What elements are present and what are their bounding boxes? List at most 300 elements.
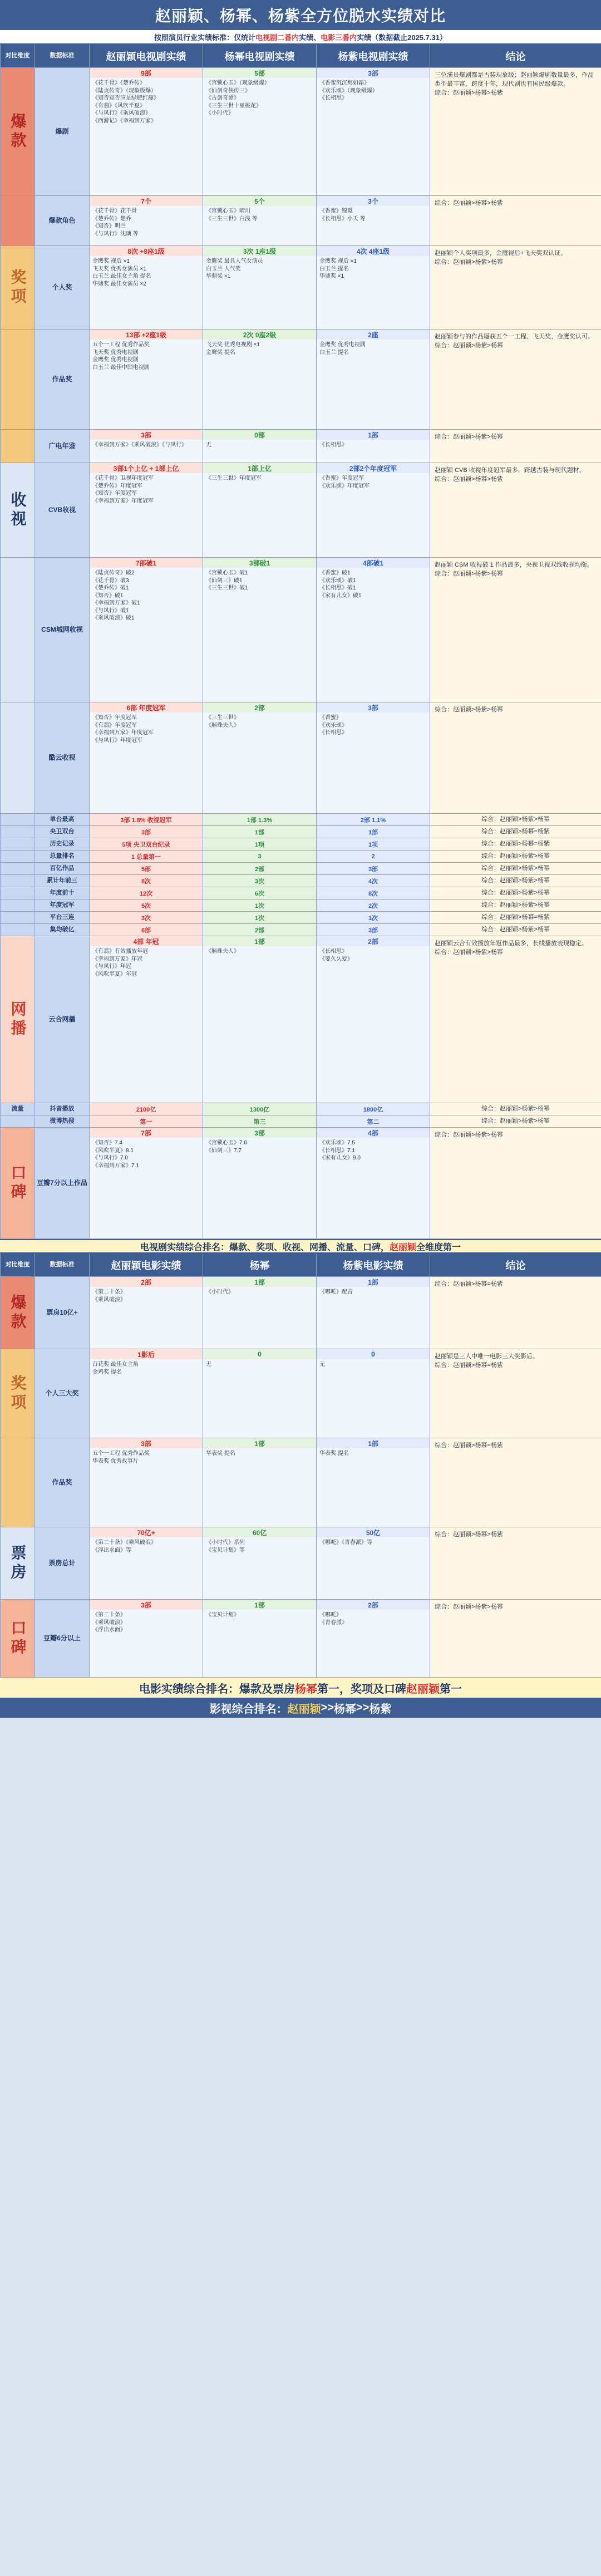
- stat-zly: 3部 1.8% 收视冠军: [90, 814, 203, 826]
- body-ym: 《小时代》系列 《宝贝计划》等: [203, 1537, 316, 1599]
- row-label: 广电年鉴: [35, 430, 90, 463]
- stat-conclusion: 综合：赵丽颖>杨紫>杨幂: [430, 1115, 601, 1128]
- stat-conclusion: 综合：赵丽颖>杨紫>杨幂: [430, 814, 601, 826]
- stat-dim-blank: [1, 887, 35, 899]
- stat-ym: 2部: [203, 924, 317, 936]
- row-label: 云合网播: [35, 936, 90, 1103]
- tv-summary-suffix: 全维度第一: [416, 1242, 461, 1252]
- cell-ym: [203, 1277, 317, 1349]
- row-label: 个人奖: [35, 246, 90, 330]
- head-ym: 3次 1座1级: [203, 246, 316, 256]
- category-label: 口碑: [1, 1128, 35, 1239]
- cell-yz: [317, 68, 430, 196]
- stat-row: [0, 912, 601, 924]
- cell-yz: [317, 558, 430, 702]
- head-zly: 70亿+: [90, 1527, 203, 1537]
- page-title: 赵丽颖、杨幂、杨紫全方位脱水实绩对比: [0, 0, 601, 30]
- conclusion: 赵丽颖个人奖项最多，金鹰视后+飞天奖双认证。 综合：赵丽颖>杨紫>杨幂: [430, 246, 601, 330]
- head-zly: 2部: [90, 1277, 203, 1287]
- final-sep1: >>: [321, 1701, 334, 1714]
- head-yz: 2部2个年度冠军: [317, 463, 430, 473]
- stat-ym: 第三: [203, 1115, 317, 1128]
- cell-zly: [90, 1527, 203, 1600]
- body-ym: 《斛珠夫人》: [203, 946, 316, 1103]
- film-header-row: [0, 1253, 601, 1277]
- film-summary: [0, 1678, 601, 1698]
- cell-ym: [203, 330, 317, 430]
- conclusion: 三位演员爆剧都是古装现象级；赵丽颖爆剧数量最多，作品类型最丰富，跨度十年，现代剧也有国民级爆款。 综合：赵丽颖>杨幂>杨紫: [430, 68, 601, 196]
- body-yz: 《欢乐颂》7.5 《长相思》7.1 《家有儿女》9.0: [317, 1138, 430, 1238]
- cell-ym: [203, 1600, 317, 1678]
- row-label: 作品奖: [35, 330, 90, 430]
- subtitle-highlight-film: 电影三番内: [321, 33, 357, 42]
- section-row: [0, 702, 601, 814]
- cell-yz: [317, 246, 430, 330]
- cell-ym: [203, 196, 317, 246]
- row-label: CVB收视: [35, 463, 90, 558]
- tv-stats-broadcast: [0, 814, 601, 851]
- head-zly: 1影后: [90, 1349, 203, 1359]
- header-ym: 杨幂电视剧实绩: [203, 45, 317, 68]
- stat-row: [0, 887, 601, 899]
- body-yz: 《哪吒》《青春派》等: [317, 1537, 430, 1599]
- cell-ym: [203, 1527, 317, 1600]
- section-row: [0, 246, 601, 330]
- body-yz: 《香蜜》 《欢乐颂》 《长相思》: [317, 712, 430, 813]
- stat-zly: 1 总量第一: [90, 851, 203, 863]
- cell-yz: [317, 330, 430, 430]
- head-yz: 3部: [317, 68, 430, 78]
- head-ym: 3部破1: [203, 558, 316, 568]
- body-ym: 《小时代》: [203, 1287, 316, 1349]
- film-summary-suffix: 第一: [440, 1683, 462, 1695]
- stat-row: [0, 875, 601, 887]
- row-label: CSM城网收视: [35, 558, 90, 702]
- stat-label: 平台三连: [35, 912, 90, 924]
- section-row: [0, 1600, 601, 1678]
- conclusion: 赵丽颖 CVB 收视年度冠军最多，跨越古装与现代题材。 综合：赵丽颖>杨幂>杨紫: [430, 463, 601, 558]
- stat-yz: 1项: [317, 838, 430, 851]
- stat-zly: 8次: [90, 875, 203, 887]
- stat-yz: 4次: [317, 875, 430, 887]
- section-row: [0, 68, 601, 196]
- stat-row: [0, 838, 601, 851]
- film-header-zly: 赵丽颖电影实绩: [90, 1253, 203, 1277]
- cell-yz: [317, 1527, 430, 1600]
- film-header-dimension: 对比维度: [1, 1253, 35, 1277]
- body-zly: 五个一工程 优秀作品奖 华表奖 优秀故事片: [90, 1448, 203, 1527]
- stat-row: [0, 863, 601, 875]
- cell-ym: [203, 68, 317, 196]
- stat-row: [0, 924, 601, 936]
- head-yz: 4部: [317, 1128, 430, 1138]
- cell-ym: [203, 463, 317, 558]
- stat-label: 百亿作品: [35, 863, 90, 875]
- cell-zly: [90, 463, 203, 558]
- conclusion: 赵丽颖是三人中唯一电影三大奖影后。 综合：赵丽颖>杨幂=杨紫: [430, 1349, 601, 1438]
- section-row: [0, 1527, 601, 1600]
- stat-ym: 1次: [203, 899, 317, 912]
- cell-zly: [90, 558, 203, 702]
- stat-ym: 1次: [203, 912, 317, 924]
- head-yz: 2部: [317, 1600, 430, 1610]
- flow-row: [0, 1115, 601, 1128]
- flow-row: [0, 1103, 601, 1115]
- body-yz: 《香蜜沉沉烬如霜》 《欢乐颂》（现象级爆） 《长相思》: [317, 78, 430, 195]
- section-row: [0, 558, 601, 702]
- cell-ym: [203, 1128, 317, 1239]
- body-ym: 飞天奖 优秀电视剧 ×1 金鹰奖 提名: [203, 340, 316, 429]
- stat-label: 单台最高: [35, 814, 90, 826]
- stat-yz: 1次: [317, 912, 430, 924]
- page-filler: [0, 1718, 601, 2576]
- category-label: 爆款: [1, 68, 35, 196]
- body-ym: 无: [203, 440, 316, 463]
- head-zly: 9部: [90, 68, 203, 78]
- head-ym: 0: [203, 1349, 316, 1359]
- stat-zly: 5项 央卫双台纪录: [90, 838, 203, 851]
- stat-dim-blank: [1, 899, 35, 912]
- stat-row: [0, 899, 601, 912]
- stat-zly: 3部: [90, 826, 203, 838]
- final-ranking: [0, 1698, 601, 1718]
- cell-ym: [203, 1349, 317, 1438]
- stat-label: 总量排名: [35, 851, 90, 863]
- section-row: [0, 196, 601, 246]
- body-ym: 《宫锁心玉》（现象级爆） 《仙剑奇侠传三》 《古剑奇谭》 《三生三世十里桃花》 《小时代》: [203, 78, 316, 195]
- body-yz: 金鹰奖 优秀电视剧 白玉兰 提名: [317, 340, 430, 429]
- cell-yz: [317, 196, 430, 246]
- cell-yz: [317, 1128, 430, 1239]
- header-standard: 数据标准: [35, 45, 90, 68]
- stat-dim-blank: [1, 851, 35, 863]
- conclusion: 综合：赵丽颖>杨幂>杨紫: [430, 1527, 601, 1600]
- cell-zly: [90, 1349, 203, 1438]
- head-ym: 1部: [203, 1277, 316, 1287]
- stat-yz: 3部: [317, 924, 430, 936]
- category-label: 网播: [1, 936, 35, 1103]
- head-yz: 3部: [317, 702, 430, 712]
- conclusion: 综合：赵丽颖>杨幂=杨紫: [430, 1438, 601, 1527]
- body-ym: 无: [203, 1359, 316, 1438]
- body-zly: 金鹰奖 视后 ×1 飞天奖 优秀女演员 ×1 白玉兰 最佳女主角 提名 华鼎奖 最佳女演员 ×2: [90, 256, 203, 329]
- head-yz: 2部: [317, 936, 430, 946]
- head-yz: 1部: [317, 1277, 430, 1287]
- cell-zly: [90, 68, 203, 196]
- stat-yz: 1800亿: [317, 1103, 430, 1115]
- head-zly: 13部 +2座1级: [90, 330, 203, 340]
- body-zly: 《第二十条》《乘风破浪》 《浮出水面》等: [90, 1537, 203, 1599]
- stat-yz: 3部: [317, 863, 430, 875]
- cell-yz: [317, 1438, 430, 1527]
- body-yz: 无: [317, 1359, 430, 1438]
- body-yz: 金鹰奖 视后 ×1 白玉兰 提名 华鼎奖 ×1: [317, 256, 430, 329]
- category-label: 奖项: [1, 246, 35, 330]
- cell-ym: [203, 430, 317, 463]
- row-label: 酷云收视: [35, 702, 90, 814]
- section-row: [0, 330, 601, 430]
- cell-ym: [203, 246, 317, 330]
- category-label: 爆款: [1, 1277, 35, 1349]
- cell-ym: [203, 558, 317, 702]
- stat-conclusion: 综合：赵丽颖>杨幂=杨紫: [430, 826, 601, 838]
- head-ym: 5个: [203, 196, 316, 206]
- stat-label: 央卫双台: [35, 826, 90, 838]
- head-yz: 3个: [317, 196, 430, 206]
- head-ym: 2部: [203, 702, 316, 712]
- film-header-yz: 杨紫电影实绩: [317, 1253, 430, 1277]
- head-yz: 1部: [317, 430, 430, 440]
- film-header-conclusion: 结论: [430, 1253, 601, 1277]
- cell-yz: [317, 702, 430, 814]
- section-row: [0, 1128, 601, 1239]
- body-ym: 《宫锁心玉》7.0 《仙剑三》7.7: [203, 1138, 316, 1238]
- cell-zly: [90, 196, 203, 246]
- conclusion: 综合：赵丽颖>杨紫>杨幂: [430, 1128, 601, 1239]
- category-label: [1, 558, 35, 702]
- body-ym: 《宝贝计划》: [203, 1610, 316, 1677]
- film-summary-mid: 第一，奖项及口碑: [317, 1683, 406, 1695]
- stat-conclusion: 综合：赵丽颖>杨幂=杨紫: [430, 838, 601, 851]
- head-yz: 4次 4座1级: [317, 246, 430, 256]
- stat-row: [0, 851, 601, 863]
- film-summary-hl1: 杨幂: [295, 1683, 317, 1695]
- row-label: 爆剧: [35, 68, 90, 196]
- body-ym: 《宫锁心玉》破1 《仙剑三》破1 《三生三世》破1: [203, 568, 316, 702]
- cell-zly: [90, 702, 203, 814]
- stat-dim-blank: [1, 912, 35, 924]
- stat-conclusion: 综合：赵丽颖>杨紫>杨幂: [430, 924, 601, 936]
- stat-label: 年度冠军: [35, 899, 90, 912]
- stat-label: 历史记录: [35, 838, 90, 851]
- row-label: 爆款角色: [35, 196, 90, 246]
- head-yz: 1部: [317, 1438, 430, 1448]
- stat-zly: 第一: [90, 1115, 203, 1128]
- category-label: 口碑: [1, 1600, 35, 1678]
- head-zly: 7部破1: [90, 558, 203, 568]
- row-label: 票房10亿+: [35, 1277, 90, 1349]
- head-zly: 3部1个上亿 + 1部上亿: [90, 463, 203, 473]
- stat-row: [0, 826, 601, 838]
- head-ym: 60亿: [203, 1527, 316, 1537]
- stat-yz: 第二: [317, 1115, 430, 1128]
- body-yz: 《哪吒》 《青春派》: [317, 1610, 430, 1677]
- stat-yz: 2次: [317, 899, 430, 912]
- stat-row: [0, 814, 601, 826]
- stat-dim-blank: [1, 814, 35, 826]
- stat-label: 抖音播放: [35, 1103, 90, 1115]
- body-yz: 《香蜜》年度冠军 《欢乐颂》年度冠军: [317, 473, 430, 557]
- head-ym: 1部上亿: [203, 463, 316, 473]
- category-label: [1, 430, 35, 463]
- stat-zly: 5次: [90, 899, 203, 912]
- row-label: 作品奖: [35, 1438, 90, 1527]
- stat-ym: 3: [203, 851, 317, 863]
- flow-section: [0, 1103, 601, 1128]
- stat-label: 年度前十: [35, 887, 90, 899]
- head-yz: 2座: [317, 330, 430, 340]
- stat-conclusion: 综合：赵丽颖>杨紫>杨幂: [430, 1103, 601, 1115]
- cell-yz: [317, 430, 430, 463]
- stat-conclusion: 综合：赵丽颖>杨紫>杨幂: [430, 899, 601, 912]
- section-row: [0, 430, 601, 463]
- head-yz: 50亿: [317, 1527, 430, 1537]
- head-yz: 4部破1: [317, 558, 430, 568]
- tv-stats-ranking: [0, 851, 601, 936]
- stat-zly: 3次: [90, 912, 203, 924]
- body-zly: 百花奖 最佳女主角 金鸡奖 提名: [90, 1359, 203, 1438]
- stat-dim-blank: [1, 924, 35, 936]
- body-yz: 《长相思》: [317, 440, 430, 463]
- stat-conclusion: 综合：赵丽颖>杨紫>杨幂: [430, 851, 601, 863]
- cell-ym: [203, 936, 317, 1103]
- body-ym: 《宫锁心玉》晴川 《三生三世》白浅 等: [203, 206, 316, 245]
- stat-ym: 6次: [203, 887, 317, 899]
- tv-summary-highlight: 赵丽颖: [389, 1242, 416, 1252]
- stat-yz: 2: [317, 851, 430, 863]
- body-zly: 《第二十条》 《乘风破浪》 《浮出水面》: [90, 1610, 203, 1677]
- stat-label: 累计年前三: [35, 875, 90, 887]
- body-zly: 《知否》年度冠军 《有翡》年度冠军 《幸福到万家》年度冠军 《与凤行》年度冠军: [90, 712, 203, 813]
- reputation-section: [0, 1128, 601, 1239]
- cell-zly: [90, 1600, 203, 1678]
- film-summary-hl2: 赵丽颖: [406, 1683, 440, 1695]
- flow-category: 流量: [1, 1103, 35, 1115]
- head-zly: 7个: [90, 196, 203, 206]
- cell-yz: [317, 463, 430, 558]
- row-label: 票房总计: [35, 1527, 90, 1600]
- body-yz: 《长相思》 《要久久爱》: [317, 946, 430, 1103]
- subtitle-prefix: 按照演员行业实绩标准：仅统计: [154, 33, 256, 42]
- category-label: [1, 1438, 35, 1527]
- body-yz: 华表奖 提名: [317, 1448, 430, 1527]
- stat-ym: 1项: [203, 838, 317, 851]
- body-zly: 《花千骨》卫视年度冠军 《楚乔传》年度冠军 《知否》年度冠军 《幸福到万家》年度冠军: [90, 473, 203, 557]
- body-zly: 《知否》7.4 《风吹半夏》8.1 《与凤行》7.0 《幸福到万家》7.1: [90, 1138, 203, 1238]
- cell-yz: [317, 936, 430, 1103]
- tv-summary-prefix: 电视剧实绩综合排名：爆款、奖项、收视、网播、流量、口碑，: [140, 1242, 390, 1252]
- tv-summary: [0, 1239, 601, 1253]
- cell-zly: [90, 1277, 203, 1349]
- category-label: [1, 330, 35, 430]
- head-ym: 2次 0座2级: [203, 330, 316, 340]
- body-zly: 《幸福到万家》《乘风破浪》《与凤行》: [90, 440, 203, 463]
- stat-zly: 5部: [90, 863, 203, 875]
- head-zly: 4部 年冠: [90, 936, 203, 946]
- cell-zly: [90, 430, 203, 463]
- stat-zly: 6部: [90, 924, 203, 936]
- stat-dim-blank: [1, 826, 35, 838]
- head-zly: 8次 +8座1级: [90, 246, 203, 256]
- body-zly: 《第二十条》 《乘风破浪》: [90, 1287, 203, 1349]
- conclusion: 赵丽颖参与的作品屡获五个一工程、飞天奖、金鹰奖认可。 综合：赵丽颖>杨紫>杨幂: [430, 330, 601, 430]
- stat-yz: 2部 1.1%: [317, 814, 430, 826]
- body-zly: 五个一工程 优秀作品奖 飞天奖 优秀电视剧 金鹰奖 优秀电视剧 白玉兰 最佳中国电视剧: [90, 340, 203, 429]
- row-label: 个人三大奖: [35, 1349, 90, 1438]
- subtitle: [0, 30, 601, 45]
- subtitle-suffix: 实绩（数据截止2025.7.31）: [357, 33, 447, 42]
- subtitle-mid: 实绩、: [299, 33, 321, 42]
- body-yz: 《香蜜》破1 《欢乐颂》破1 《长相思》破1 《家有儿女》破1: [317, 568, 430, 702]
- stat-label: 微博热搜: [35, 1115, 90, 1128]
- stat-ym: 2部: [203, 863, 317, 875]
- stat-dim-blank: [1, 875, 35, 887]
- subtitle-highlight-tv: 电视剧二番内: [255, 33, 299, 42]
- body-yz: 《哪吒》配音: [317, 1287, 430, 1349]
- net-section: [0, 936, 601, 1103]
- section-row: [0, 463, 601, 558]
- stat-ym: 1300亿: [203, 1103, 317, 1115]
- stat-zly: 12次: [90, 887, 203, 899]
- header-zly: 赵丽颖电视剧实绩: [90, 45, 203, 68]
- stat-ym: 3次: [203, 875, 317, 887]
- head-ym: 5部: [203, 68, 316, 78]
- head-zly: 6部 年度冠军: [90, 702, 203, 712]
- cell-zly: [90, 1438, 203, 1527]
- body-zly: 《有翡》有效播放年冠 《幸福到万家》年冠 《与凤行》年冠 《风吹半夏》年冠: [90, 946, 203, 1103]
- stat-yz: 8次: [317, 887, 430, 899]
- stat-conclusion: 综合：赵丽颖>杨紫>杨幂: [430, 863, 601, 875]
- section-row: [0, 1438, 601, 1527]
- body-ym: 华表奖 提名: [203, 1448, 316, 1527]
- stat-ym: 1部 1.3%: [203, 814, 317, 826]
- final-third: 杨紫: [369, 1703, 392, 1715]
- head-ym: 1部: [203, 1600, 316, 1610]
- row-label: 豆瓣7分以上作品: [35, 1128, 90, 1239]
- header-yz: 杨紫电视剧实绩: [317, 45, 430, 68]
- category-label: 收视: [1, 463, 35, 558]
- flow-category: [1, 1115, 35, 1128]
- conclusion: 赵丽颖云合有效播放年冠作品最多，长线播放表现稳定。 综合：赵丽颖>杨紫>杨幂: [430, 936, 601, 1103]
- category-label: [1, 196, 35, 246]
- head-zly: 3部: [90, 1600, 203, 1610]
- cell-ym: [203, 1438, 317, 1527]
- cell-zly: [90, 936, 203, 1103]
- final-prefix: 影视综合排名：: [209, 1703, 288, 1715]
- body-ym: 金鹰奖 最具人气女演员 白玉兰 人气奖 华鼎奖 ×1: [203, 256, 316, 329]
- row-label: 豆瓣6分以上: [35, 1600, 90, 1678]
- conclusion: 综合：赵丽颖>杨紫>杨幂: [430, 1600, 601, 1678]
- stat-conclusion: 综合：赵丽颖>杨紫>杨幂: [430, 875, 601, 887]
- stat-ym: 1部: [203, 826, 317, 838]
- film-summary-prefix: 电影实绩综合排名：爆款及票房: [139, 1683, 295, 1695]
- head-yz: 0: [317, 1349, 430, 1359]
- head-ym: 0部: [203, 430, 316, 440]
- conclusion: 赵丽颖 CSM 收视破 1 作品最多，央视卫视双线收视均衡。 综合：赵丽颖>杨紫>杨幂: [430, 558, 601, 702]
- head-ym: 3部: [203, 1128, 316, 1138]
- head-zly: 3部: [90, 1438, 203, 1448]
- stat-dim-blank: [1, 838, 35, 851]
- category-label: [1, 702, 35, 814]
- stat-conclusion: 综合：赵丽颖>杨幂=杨紫: [430, 912, 601, 924]
- head-zly: 7部: [90, 1128, 203, 1138]
- conclusion: 综合：赵丽颖>杨幂>杨紫: [430, 196, 601, 246]
- cell-yz: [317, 1600, 430, 1678]
- section-row: [0, 1349, 601, 1438]
- final-second: 杨幂: [334, 1703, 356, 1715]
- conclusion: 综合：赵丽颖>杨紫>杨幂: [430, 702, 601, 814]
- final-sep2: >>: [356, 1701, 370, 1714]
- head-ym: 1部: [203, 936, 316, 946]
- film-sections: [0, 1277, 601, 1678]
- body-zly: 《花千骨》《楚乔传》 《陆贞传奇》（现象级爆） 《知否知否应是绿肥红瘦》 《有翡》《风吹半夏》 《与凤行》《乘风破浪》 《西游记》《幸福到万家》: [90, 78, 203, 195]
- conclusion: 综合：赵丽颖>杨紫>杨幂: [430, 430, 601, 463]
- stat-conclusion: 综合：赵丽颖>杨紫>杨幂: [430, 887, 601, 899]
- body-ym: 《三生三世》年度冠军: [203, 473, 316, 557]
- cell-zly: [90, 330, 203, 430]
- cell-zly: [90, 1128, 203, 1239]
- head-zly: 3部: [90, 430, 203, 440]
